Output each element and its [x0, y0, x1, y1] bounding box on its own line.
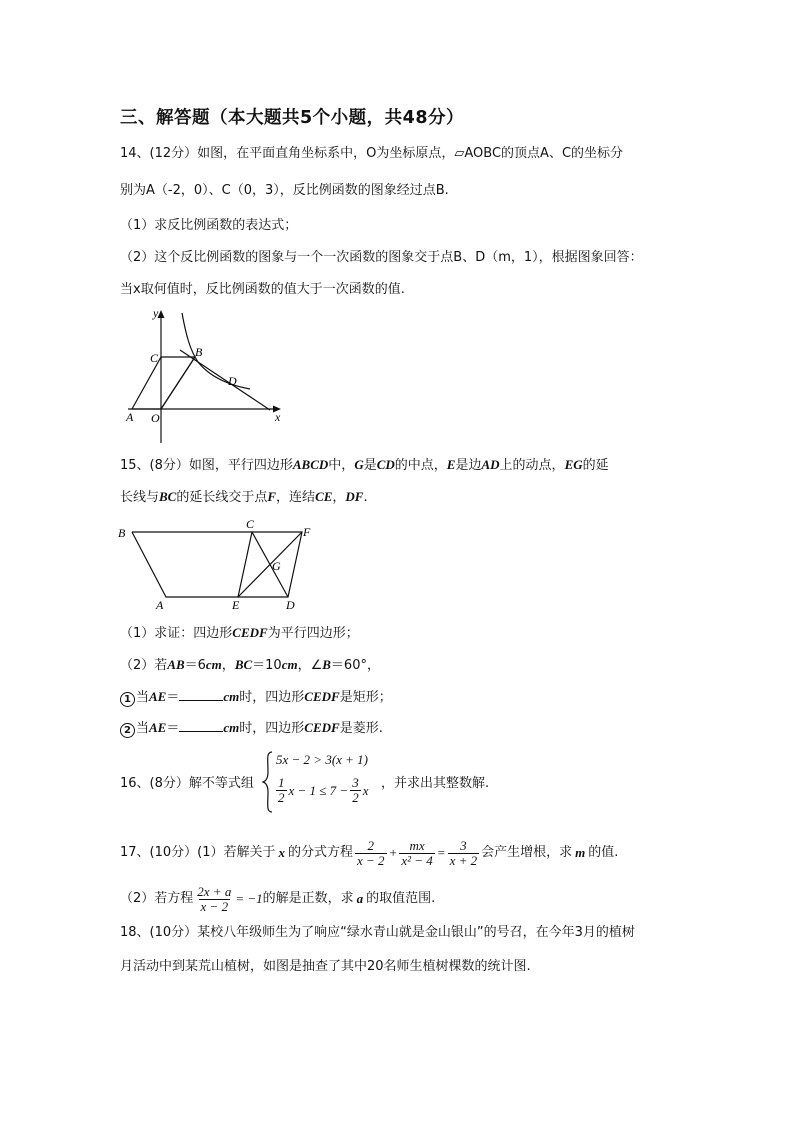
- text: 是边: [455, 458, 482, 473]
- q14-sub1: （1）求反比例函数的表达式；: [120, 218, 298, 233]
- label-D: D: [228, 374, 237, 388]
- q15-line2: [120, 488, 368, 507]
- text: .: [363, 490, 368, 505]
- system-brace: [262, 750, 274, 814]
- text: ＝: [166, 690, 180, 705]
- text: +: [388, 845, 398, 860]
- q15-sub1: [120, 624, 359, 643]
- text: ，: [332, 490, 346, 505]
- var-AE: AE: [149, 720, 167, 735]
- numerator: 2x + a: [197, 883, 232, 899]
- text: 会产生增根，求: [481, 845, 573, 860]
- q16-suffix: ，并求出其整数解.: [381, 776, 490, 791]
- q14-coordinate-figure: [118, 305, 290, 445]
- var-B: B: [322, 657, 331, 672]
- text: 时，四边形: [239, 690, 305, 705]
- circled-number-2: 2: [120, 723, 135, 738]
- text: 的值.: [588, 845, 619, 860]
- numerator: 3: [460, 837, 467, 853]
- q14-sub2: （2）这个反比例函数的图象与一个一次函数的图象交于点B、D（m，1），根据图象回答：: [120, 250, 643, 265]
- numerator: 3: [352, 775, 359, 790]
- inequality-1: 5x − 2 > 3(x + 1): [276, 752, 369, 767]
- denominator: x − 2: [200, 898, 229, 914]
- unit-cm: cm: [223, 689, 240, 704]
- text: 时，四边形: [239, 721, 305, 736]
- label-B: B: [118, 526, 126, 540]
- label-x: x: [275, 410, 281, 424]
- var-BC: BC: [234, 657, 253, 672]
- text: ，∠: [297, 658, 323, 673]
- unit-cm: cm: [223, 720, 240, 735]
- circled-number-1: 1: [120, 692, 135, 707]
- text: 当: [136, 721, 150, 736]
- label-G: G: [272, 559, 281, 573]
- unit-cm: cm: [205, 657, 222, 672]
- var-AB: AB: [167, 657, 185, 672]
- label-B: B: [195, 345, 203, 359]
- text: （1）求证：四边形: [120, 626, 233, 641]
- var-CEDF: CEDF: [304, 720, 340, 735]
- var-AD: AD: [481, 457, 500, 472]
- text: x − 1 ≤ 7 −: [288, 782, 349, 798]
- var-G: G: [354, 457, 364, 472]
- text: 17、(10分）(1）若解关于: [120, 845, 276, 860]
- label-A: A: [126, 410, 134, 424]
- denominator: 2: [352, 790, 359, 805]
- inequality-2: [274, 776, 368, 805]
- fraction: [195, 885, 233, 914]
- q15-case1: [120, 688, 392, 707]
- denominator: x − 2: [357, 852, 385, 868]
- q18-line1: 18、(10分）某校八年级师生为了响应“绿水青山就是金山银山”的号召，在今年3月的植树: [120, 925, 635, 940]
- text: 中，: [328, 458, 355, 473]
- label-y: y: [153, 306, 159, 320]
- text: 当: [136, 690, 150, 705]
- text: 的延长线交于点: [176, 490, 268, 505]
- q16-prefix: 16、(8分）解不等式组: [120, 776, 254, 791]
- text: x: [362, 782, 369, 798]
- text: 的解是正数，求: [262, 891, 354, 906]
- denominator: 2: [278, 790, 285, 805]
- var-ABCD: ABCD: [292, 457, 329, 472]
- text: 长线与: [120, 490, 160, 505]
- q17-line2: [120, 880, 435, 918]
- text: 15、(8分）如图，平行四边形: [120, 458, 293, 473]
- fraction: [355, 839, 387, 868]
- q15-case2: [120, 719, 383, 738]
- label-C: C: [150, 351, 159, 365]
- text: （2）若方程: [120, 891, 194, 906]
- var-m: m: [575, 845, 586, 860]
- var-CEDF: CEDF: [304, 689, 340, 704]
- label-E: E: [232, 598, 240, 612]
- var-CD: CD: [376, 457, 395, 472]
- label-C: C: [246, 517, 255, 531]
- text: 是矩形；: [339, 690, 392, 705]
- label-O: O: [151, 411, 160, 425]
- var-a: a: [356, 891, 364, 906]
- var-CE: CE: [315, 489, 333, 504]
- denominator: x² − 4: [401, 852, 433, 868]
- fraction: [350, 776, 361, 805]
- var-EG: EG: [564, 457, 583, 472]
- numerator: 1: [278, 775, 285, 790]
- q14-line1: 14、(12分）如图，在平面直角坐标系中，O为坐标原点，▱AOBC的顶点A、C的坐标分: [120, 146, 624, 161]
- label-A: A: [156, 598, 164, 612]
- text: ，: [221, 658, 235, 673]
- text: 的中点，: [394, 458, 447, 473]
- text: ＝: [166, 721, 180, 736]
- var-F: F: [267, 489, 277, 504]
- q14-line2: 别为A（-2，0）、C（0，3），反比例函数的图象经过点B.: [120, 183, 449, 198]
- text: 是菱形.: [339, 721, 383, 736]
- answer-blank[interactable]: [179, 688, 223, 701]
- text: 是: [363, 458, 377, 473]
- text: 的延: [582, 458, 609, 473]
- q17-line1: [120, 834, 618, 872]
- label-F: F: [303, 525, 311, 539]
- numerator: 2: [367, 837, 375, 853]
- fraction: [448, 839, 480, 868]
- q18-line2: 月活动中到某荒山植树，如图是抽查了其中20名师生植树棵数的统计图.: [120, 959, 531, 974]
- numerator: mx: [409, 837, 425, 853]
- text: ＝60°，: [330, 658, 380, 673]
- text: 上的动点，: [499, 458, 565, 473]
- text: =: [436, 845, 446, 860]
- text: ，连结: [276, 490, 316, 505]
- fraction: [399, 839, 434, 868]
- answer-blank[interactable]: [179, 719, 223, 732]
- unit-cm: cm: [281, 657, 298, 672]
- section-title: 三、解答题（本大题共5个小题，共48分）: [120, 108, 465, 128]
- var-DF: DF: [345, 489, 364, 504]
- text: ＝6: [184, 658, 206, 673]
- text: ＝10: [252, 658, 282, 673]
- text: 的分式方程: [288, 845, 354, 860]
- text: 的取值范围.: [366, 891, 436, 906]
- text: （2）若: [120, 658, 168, 673]
- text: 为平行四边形；: [267, 626, 359, 641]
- var-E: E: [446, 457, 456, 472]
- var-BC: BC: [159, 489, 177, 504]
- label-D: D: [286, 598, 295, 612]
- var-AE: AE: [149, 689, 167, 704]
- q14-sub2b: 当x取何值时，反比例函数的值大于一次函数的值.: [120, 282, 405, 297]
- var-CEDF: CEDF: [232, 625, 268, 640]
- text: = −1: [235, 891, 263, 906]
- fraction: [276, 776, 287, 805]
- var-x: x: [278, 845, 285, 860]
- q15-sub2: [120, 656, 380, 675]
- q15-parallelogram-figure: [116, 516, 322, 612]
- q15-line1: [120, 456, 609, 475]
- denominator: x + 2: [449, 852, 478, 868]
